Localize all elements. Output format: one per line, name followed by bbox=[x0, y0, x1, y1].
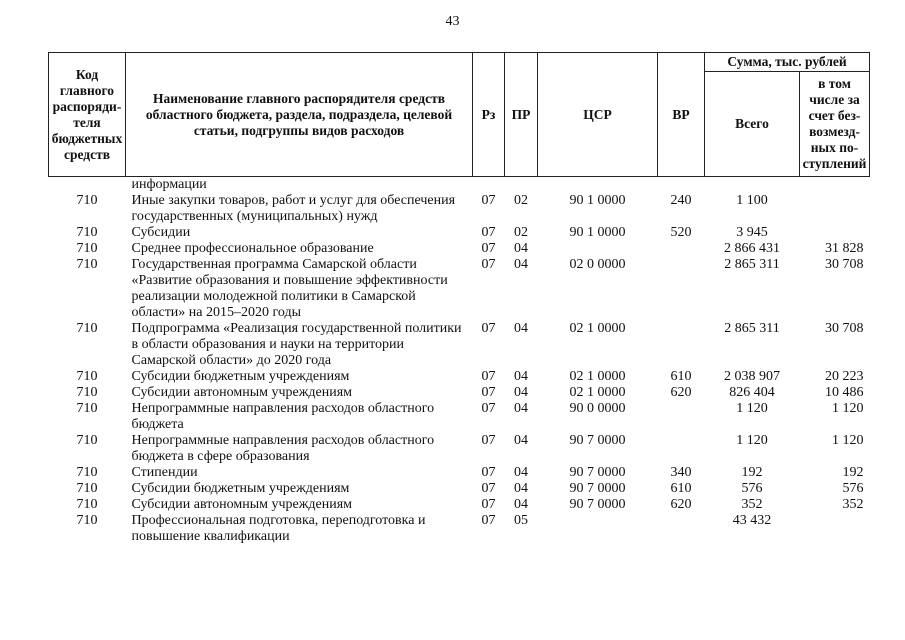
table-row bbox=[49, 225, 870, 241]
cell-name: Непрограммные направления расходов областного бюджета в сфере образования bbox=[131, 433, 435, 464]
cell-rz: 07 bbox=[481, 481, 496, 496]
cell-rz: 07 bbox=[481, 225, 496, 240]
cell-csr: 02 1 0000 bbox=[569, 321, 626, 336]
cell-total: 576 bbox=[741, 481, 763, 496]
cell-vr bbox=[658, 433, 705, 465]
cell-total: 826 404 bbox=[729, 385, 775, 400]
cell-pr: 02 bbox=[514, 225, 528, 240]
cell-name: Субсидии bbox=[131, 225, 191, 240]
cell-total: 3 945 bbox=[736, 225, 768, 240]
cell-csr: 90 7 0000 bbox=[569, 497, 626, 512]
continuation-row bbox=[49, 177, 870, 194]
cell-pr: 04 bbox=[514, 433, 528, 448]
cell-total: 1 100 bbox=[736, 193, 768, 208]
cell-name: Субсидии автономным учреждениям bbox=[131, 497, 353, 512]
cell-grant bbox=[800, 513, 870, 545]
table-header bbox=[49, 53, 870, 177]
header-sum: Сумма, тыс. рублей bbox=[705, 53, 870, 72]
cell-code: 710 bbox=[76, 241, 98, 256]
cell-pr: 04 bbox=[514, 369, 528, 384]
cell-pr: 04 bbox=[514, 385, 528, 400]
continuation-text: информации bbox=[131, 177, 207, 192]
cell-grant: 576 bbox=[842, 481, 864, 496]
cell-csr bbox=[538, 513, 658, 545]
cell-total: 2 866 431 bbox=[724, 241, 780, 256]
cell-name: Среднее профессиональное образование bbox=[131, 241, 374, 256]
cell-rz: 07 bbox=[481, 401, 496, 416]
cell-csr bbox=[538, 241, 658, 257]
cell-csr: 90 1 0000 bbox=[569, 193, 626, 208]
cell-grant: 30 708 bbox=[825, 257, 864, 272]
cell-grant: 192 bbox=[842, 465, 864, 480]
cell-vr bbox=[658, 513, 705, 545]
header-rz: Рз bbox=[473, 53, 505, 177]
cell-code: 710 bbox=[76, 369, 98, 384]
cell-total: 1 120 bbox=[736, 433, 768, 448]
cell-name: Подпрограмма «Реализация государственной политики в области образования и науки на территории Самарской области» до 2020 года bbox=[131, 321, 462, 368]
cell-vr: 520 bbox=[670, 225, 692, 240]
cell-csr: 90 1 0000 bbox=[569, 225, 626, 240]
header-name: Наименование главного распорядителя средств областного бюджета, раздела, подраздела, целевой статьи, подгруппы видов расходов bbox=[126, 53, 473, 177]
cell-vr bbox=[658, 257, 705, 321]
table-row bbox=[49, 369, 870, 385]
cell-code: 710 bbox=[76, 513, 98, 528]
table-row bbox=[49, 465, 870, 481]
cell-pr: 02 bbox=[514, 193, 528, 208]
cell-vr: 620 bbox=[670, 497, 692, 512]
header-pr: ПР bbox=[505, 53, 538, 177]
cell-name: Профессиональная подготовка, переподготовка и повышение квалификации bbox=[131, 513, 426, 544]
cell-csr: 02 1 0000 bbox=[569, 385, 626, 400]
header-vr: ВР bbox=[658, 53, 705, 177]
table-row bbox=[49, 257, 870, 321]
page-number: 43 bbox=[445, 14, 460, 29]
header-csr: ЦСР bbox=[538, 53, 658, 177]
cell-code: 710 bbox=[76, 193, 98, 208]
cell-vr: 610 bbox=[670, 369, 692, 384]
cell-name: Стипендии bbox=[131, 465, 198, 480]
table-body bbox=[49, 177, 870, 546]
cell-vr: 340 bbox=[670, 465, 692, 480]
cell-vr: 610 bbox=[670, 481, 692, 496]
cell-name: Государственная программа Самарской области «Развитие образования и повышение эффективности реализации молодежной политики в Самарской области» на 2015–2020 годы bbox=[131, 257, 448, 320]
cell-name: Субсидии бюджетным учреждениям bbox=[131, 369, 350, 384]
header-code: Код главного распорядителя бюджетных средств bbox=[49, 53, 126, 177]
cell-name: Непрограммные направления расходов областного бюджета bbox=[131, 401, 435, 432]
cell-total: 2 865 311 bbox=[724, 257, 780, 272]
cell-pr: 04 bbox=[514, 481, 528, 496]
cell-vr: 240 bbox=[670, 193, 692, 208]
header-grant: в том числе за счет безвозмездных поступлений bbox=[800, 72, 870, 177]
cell-csr: 90 7 0000 bbox=[569, 465, 626, 480]
budget-table bbox=[48, 52, 870, 545]
header-total: Всего bbox=[705, 72, 800, 177]
cell-vr bbox=[658, 241, 705, 257]
cell-rz: 07 bbox=[481, 497, 496, 512]
cell-csr: 90 0 0000 bbox=[569, 401, 626, 416]
cell-rz: 07 bbox=[481, 193, 496, 208]
cell-rz: 07 bbox=[481, 465, 496, 480]
table-row bbox=[49, 241, 870, 257]
cell-grant: 31 828 bbox=[825, 241, 864, 256]
cell-name: Иные закупки товаров, работ и услуг для обеспечения государственных (муниципальных) нужд bbox=[131, 193, 456, 224]
table-row bbox=[49, 481, 870, 497]
cell-total: 2 038 907 bbox=[724, 369, 780, 384]
table-row bbox=[49, 401, 870, 433]
cell-grant bbox=[800, 225, 870, 241]
cell-grant: 1 120 bbox=[832, 433, 864, 448]
cell-pr: 04 bbox=[514, 465, 528, 480]
cell-grant bbox=[800, 193, 870, 225]
cell-total: 352 bbox=[741, 497, 763, 512]
cell-rz: 07 bbox=[481, 513, 496, 528]
table-row bbox=[49, 513, 870, 545]
cell-pr: 04 bbox=[514, 497, 528, 512]
cell-code: 710 bbox=[76, 321, 98, 336]
table-row bbox=[49, 321, 870, 369]
cell-total: 2 865 311 bbox=[724, 321, 780, 336]
cell-name: Субсидии автономным учреждениям bbox=[131, 385, 353, 400]
cell-csr: 90 7 0000 bbox=[569, 481, 626, 496]
cell-grant: 352 bbox=[842, 497, 864, 512]
cell-pr: 04 bbox=[514, 401, 528, 416]
cell-pr: 04 bbox=[514, 257, 528, 272]
table-row bbox=[49, 433, 870, 465]
cell-grant: 1 120 bbox=[832, 401, 864, 416]
cell-rz: 07 bbox=[481, 385, 496, 400]
cell-total: 192 bbox=[741, 465, 763, 480]
cell-code: 710 bbox=[76, 225, 98, 240]
cell-code: 710 bbox=[76, 433, 98, 448]
cell-code: 710 bbox=[76, 401, 98, 416]
cell-rz: 07 bbox=[481, 241, 496, 256]
table-row bbox=[49, 193, 870, 225]
table-row bbox=[49, 497, 870, 513]
cell-code: 710 bbox=[76, 385, 98, 400]
cell-csr: 90 7 0000 bbox=[569, 433, 626, 448]
cell-pr: 04 bbox=[514, 321, 528, 336]
cell-rz: 07 bbox=[481, 433, 496, 448]
cell-vr bbox=[658, 321, 705, 369]
cell-grant: 30 708 bbox=[825, 321, 864, 336]
cell-total: 43 432 bbox=[732, 513, 772, 528]
cell-csr: 02 0 0000 bbox=[569, 257, 626, 272]
cell-rz: 07 bbox=[481, 257, 496, 272]
cell-code: 710 bbox=[76, 497, 98, 512]
cell-name: Субсидии бюджетным учреждениям bbox=[131, 481, 350, 496]
cell-code: 710 bbox=[76, 257, 98, 272]
cell-code: 710 bbox=[76, 465, 98, 480]
cell-csr: 02 1 0000 bbox=[569, 369, 626, 384]
cell-pr: 04 bbox=[514, 241, 528, 256]
cell-vr: 620 bbox=[670, 385, 692, 400]
cell-rz: 07 bbox=[481, 369, 496, 384]
table-row bbox=[49, 385, 870, 401]
cell-pr: 05 bbox=[514, 513, 528, 528]
cell-grant: 20 223 bbox=[825, 369, 864, 384]
cell-total: 1 120 bbox=[736, 401, 768, 416]
cell-code: 710 bbox=[76, 481, 98, 496]
cell-vr bbox=[658, 401, 705, 433]
cell-grant: 10 486 bbox=[825, 385, 864, 400]
cell-rz: 07 bbox=[481, 321, 496, 336]
